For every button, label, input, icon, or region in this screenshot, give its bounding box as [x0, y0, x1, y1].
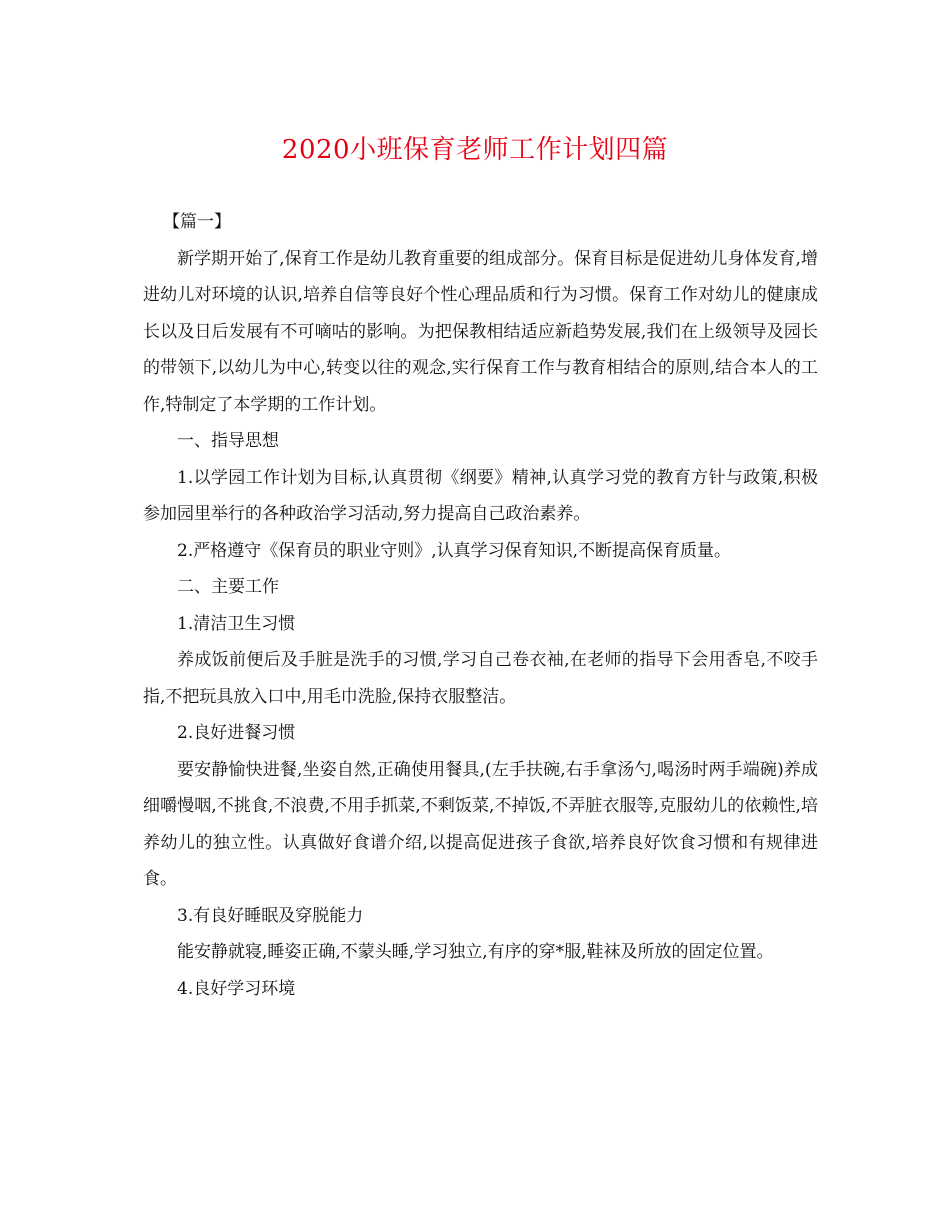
subheading-item: 3.有良好睡眠及穿脱能力 — [177, 905, 364, 926]
paragraph-item: 1.以学园工作计划为目标,认真贯彻《纲要》精神,认真学习党的教育方针与政策,积极参加园里举行的各种政治学习活动,努力提高自己政治素养。 — [143, 467, 818, 524]
heading-guiding-ideology: 一、指导思想 — [177, 431, 279, 451]
subheading-item: 4.良好学习环境 — [177, 978, 296, 999]
paragraph-item: 要安静愉快进餐,坐姿自然,正确使用餐具,(左手扶碗,右手拿汤勺,喝汤时两手端碗)养成细嚼慢咽,不挑食,不浪费,不用手抓菜,不剩饭菜,不掉饭,不弄脏衣服等,克服幼儿的依赖性,培养幼儿的独立性。认真做好食谱介绍,以提高促进孩子食欲,培养良好饮食习惯和有规律进食。 — [143, 759, 818, 889]
document-title: 2020小班保育老师工作计划四篇 — [281, 135, 669, 165]
paragraph-item: 能安静就寝,睡姿正确,不蒙头睡,学习独立,有序的穿*服,鞋袜及所放的固定位置。 — [177, 942, 774, 962]
subheading-item: 1.清洁卫生习惯 — [177, 613, 296, 634]
paragraph-intro: 新学期开始了,保育工作是幼儿教育重要的组成部分。保育目标是促进幼儿身体发育,增进幼儿对环境的认识,培养自信等良好个性心理品质和行为习惯。保育工作对幼儿的健康成长以及日后发展有不可嘀咕的影响。为把保教相结适应新趋势发展,我们在上级领导及园长的带领下,以幼儿为中心,转变以往的观念,实行保育工作与教育相结合的原则,结合本人的工作,特制定了本学期的工作计划。 — [143, 248, 818, 415]
paragraph-item: 养成饭前便后及手脏是洗手的习惯,学习自己卷衣袖,在老师的指导下会用香皂,不咬手指,不把玩具放入口中,用毛巾洗脸,保持衣服整洁。 — [143, 650, 818, 707]
heading-main-work: 二、主要工作 — [177, 577, 279, 597]
subheading-item: 2.良好进餐习惯 — [177, 723, 296, 743]
document-body — [143, 204, 818, 1007]
section-heading: 【篇一】 — [163, 212, 231, 232]
paragraph-item: 2.严格遵守《保育员的职业守则》,认真学习保育知识,不断提高保育质量。 — [177, 540, 732, 561]
